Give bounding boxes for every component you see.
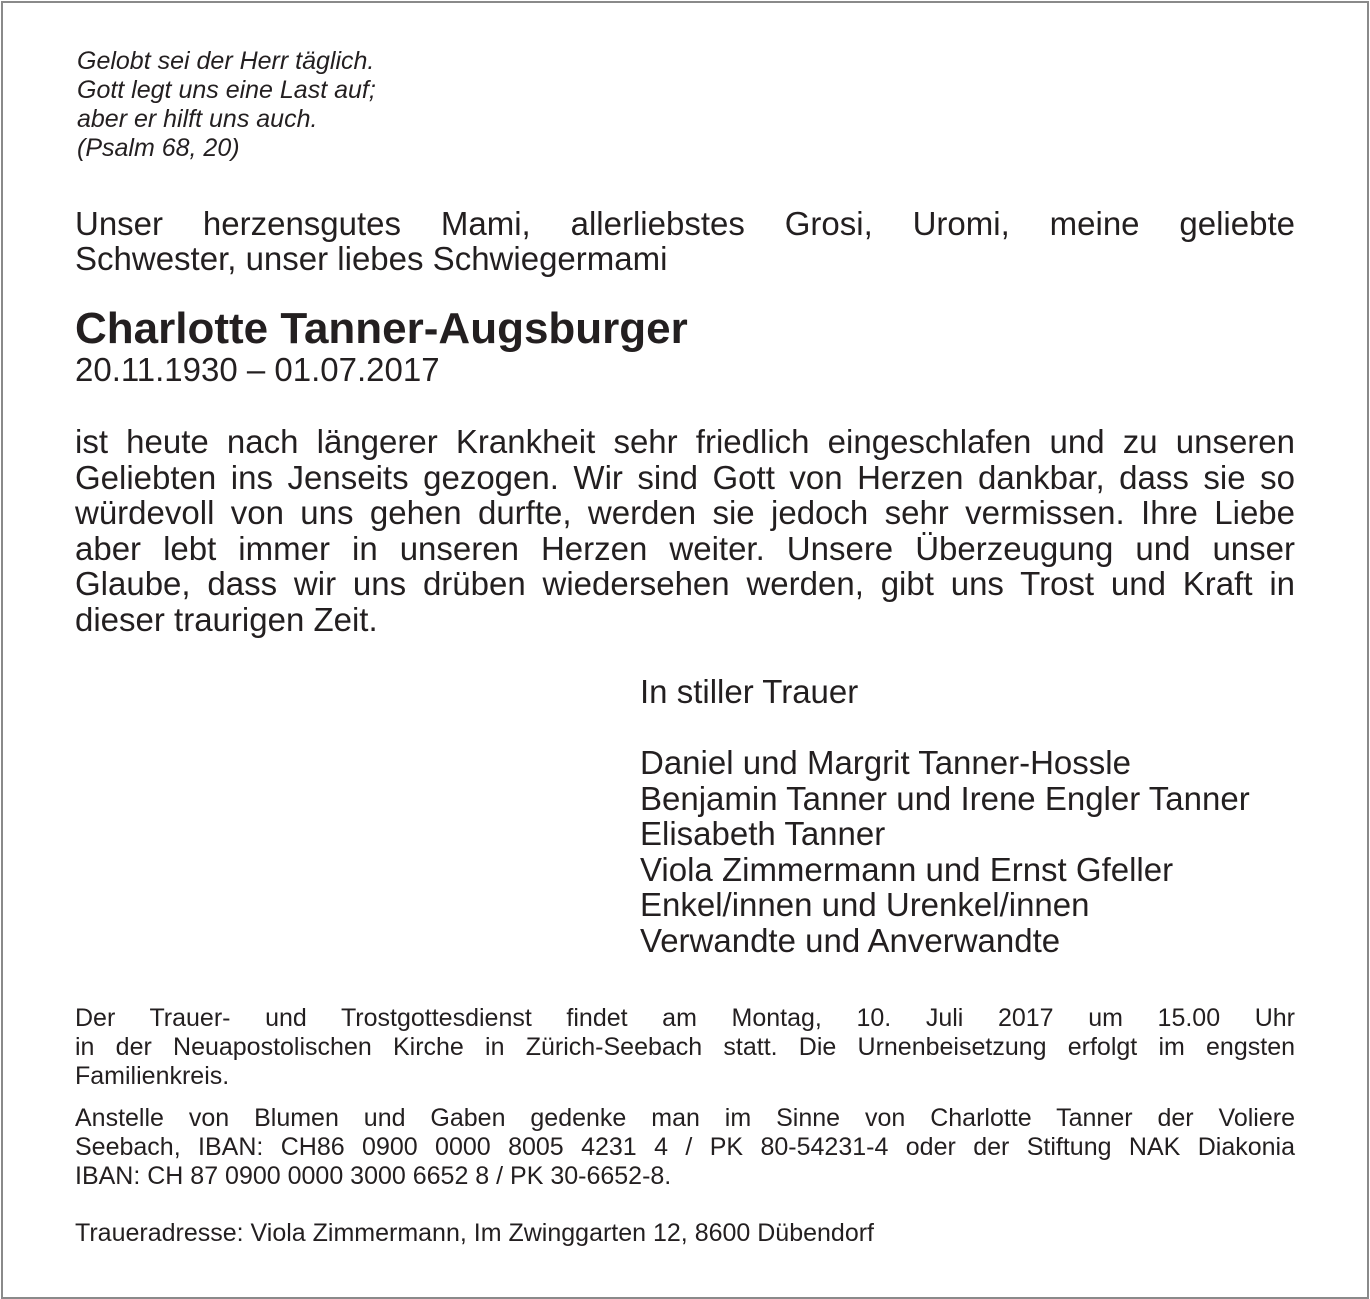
message-line: Geliebten ins Jenseits gezogen. Wir sind Gott von Herzen dankbar, dass sie so [75,458,1295,496]
mourner-entry: Enkel/innen und Urenkel/innen [640,886,1090,923]
deceased-name: Charlotte Tanner-Augsburger [75,304,688,353]
message-paragraph [75,424,1295,637]
mourner-entry: Viola Zimmermann und Ernst Gfeller [640,850,1174,888]
intro-paragraph [75,206,1295,276]
service-line: in der Neuapostolischen Kirche in Zürich-Seebach statt. Die Urnenbeisetzung erfolgt im engsten [75,1033,1295,1061]
message-line: Glaube, dass wir uns drüben wiedersehen werden, gibt uns Trost und Kraft in [75,565,1295,602]
mourners-list [640,745,1250,958]
mourner-entry: Daniel und Margrit Tanner-Hossle [640,744,1131,781]
psalm-line: Gott legt uns eine Last auf; [77,76,376,104]
donation-line: IBAN: CH 87 0900 0000 3000 6652 8 / PK 30-6652-8. [75,1162,672,1190]
message-line: dieser traurigen Zeit. [75,600,378,638]
mourner-entry: Elisabeth Tanner [640,815,886,852]
intro-line: Unser herzensgutes Mami, allerliebstes Grosi, Uromi, meine geliebte [75,205,1295,242]
psalm-quote [77,47,376,163]
psalm-line: Gelobt sei der Herr täglich. [77,47,375,75]
intro-line: Schwester, unser liebes Schwiegermami [75,240,668,277]
donation-line: Anstelle von Blumen und Gaben gedenke man im Sinne von Charlotte Tanner der Voliere [75,1104,1295,1132]
message-line: würdevoll von uns gehen durfte, werden sie jedoch sehr vermissen. Ihre Liebe [75,494,1295,531]
donation-info [75,1104,1295,1191]
psalm-line: aber er hilft uns auch. [77,105,318,133]
mourning-address: Traueradresse: Viola Zimmermann, Im Zwinggarten 12, 8600 Dübendorf [75,1219,874,1247]
message-line: aber lebt immer in unseren Herzen weiter. Unsere Überzeugung und unser [75,529,1295,567]
donation-line: Seebach, IBAN: CH86 0900 0000 8005 4231 4 / PK 80-54231-4 oder der Stiftung NAK Diakonia [75,1133,1295,1161]
mourning-heading: In stiller Trauer [640,673,859,710]
mourner-entry: Benjamin Tanner und Irene Engler Tanner [640,779,1250,817]
service-line: Der Trauer- und Trostgottesdienst findet am Montag, 10. Juli 2017 um 15.00 Uhr [75,1004,1295,1032]
service-line: Familienkreis. [75,1062,230,1090]
psalm-reference: (Psalm 68, 20) [77,134,240,162]
mourner-entry: Verwandte und Anverwandte [640,921,1061,959]
message-line: ist heute nach längerer Krankheit sehr friedlich eingeschlafen und zu unseren [75,423,1295,460]
life-dates: 20.11.1930 – 01.07.2017 [75,351,440,388]
service-info [75,1004,1295,1091]
